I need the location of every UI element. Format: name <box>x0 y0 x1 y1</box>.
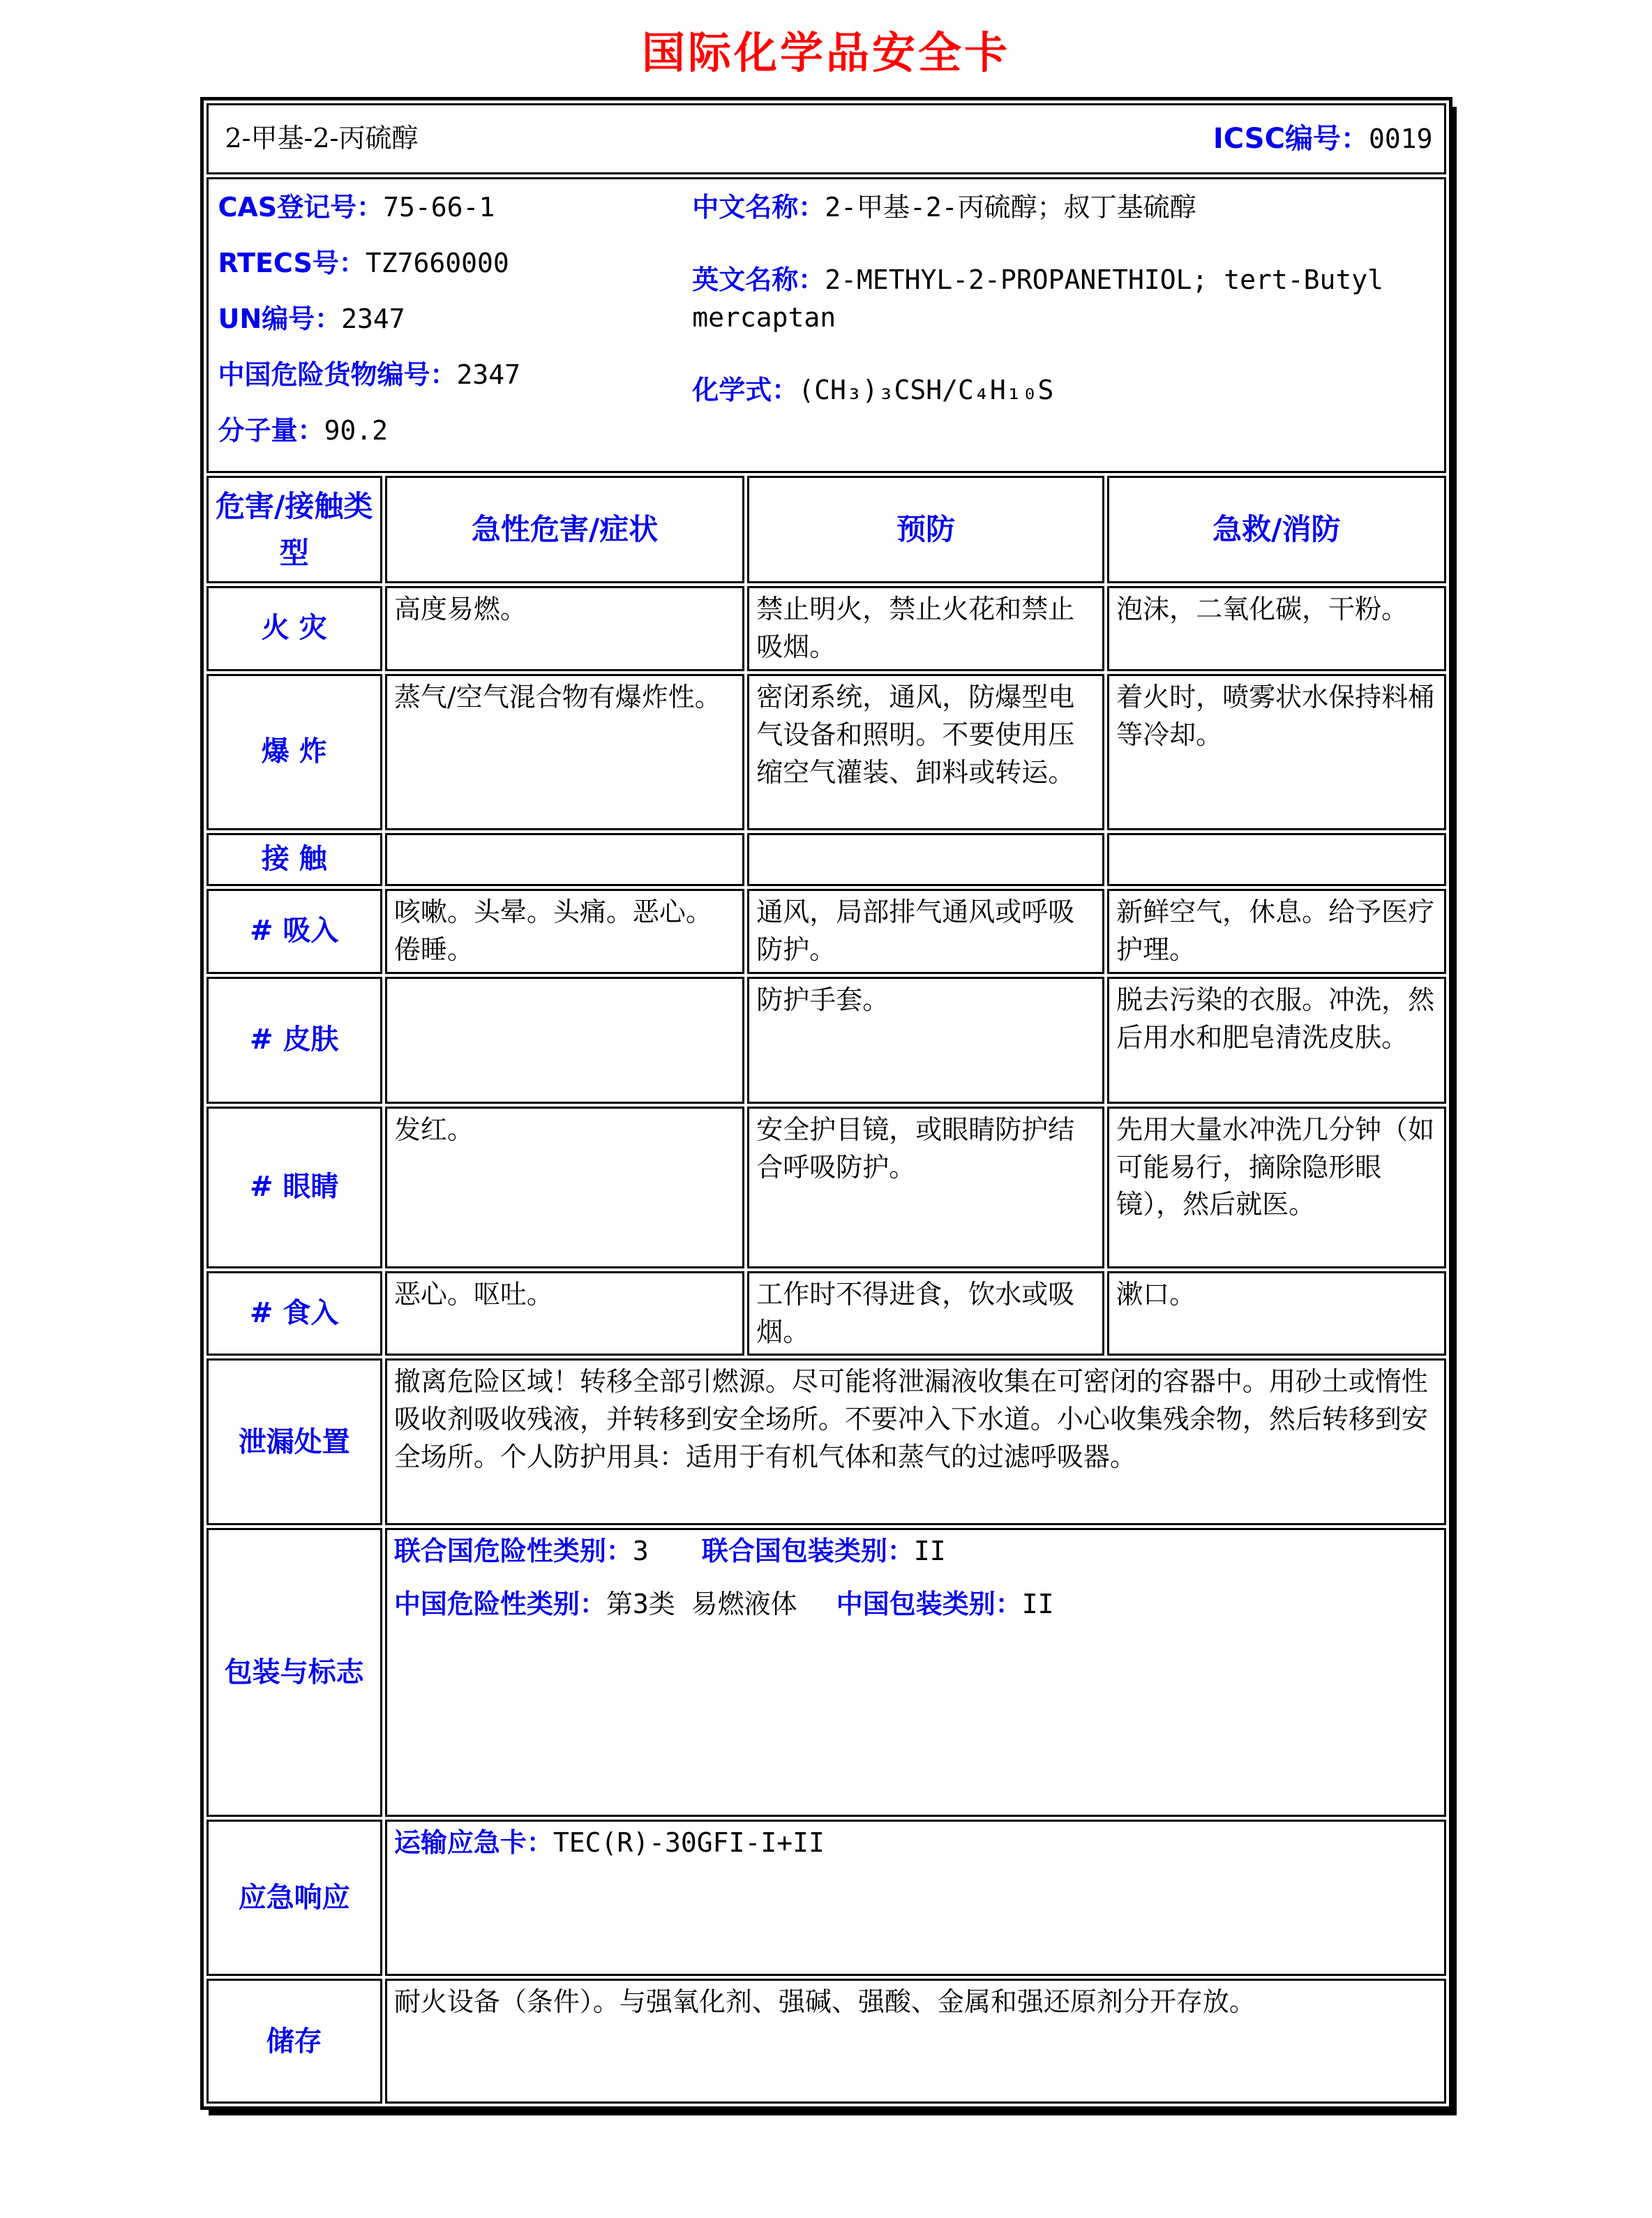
col-header-first-aid: 急救/消防 <box>1107 476 1446 583</box>
field-formula <box>692 372 1434 410</box>
cell-fire-symptoms: 高度易燃。 <box>385 586 744 671</box>
identifiers-right-column <box>692 189 1434 468</box>
cell-skin-response: 脱去污染的衣服。冲洗，然后用水和肥皂清洗皮肤。 <box>1107 977 1446 1104</box>
field-molweight-label: 分子量： <box>218 414 324 446</box>
cell-inhalation-response: 新鲜空气，休息。给予医疗护理。 <box>1107 889 1446 974</box>
cell-skin-prevention: 防护手套。 <box>747 977 1104 1104</box>
china-hazard-class-label: 中国危险性类别： <box>393 1589 606 1620</box>
cell-ingestion-symptoms: 恶心。呕吐。 <box>385 1271 744 1356</box>
field-formula-label: 化学式： <box>692 374 799 405</box>
china-hazard-class-value: 第3类 易燃液体 <box>606 1589 797 1620</box>
product-name: 2-甲基-2-丙硫醇 <box>225 123 419 154</box>
icsc-number-label: ICSC编号： <box>1212 122 1369 155</box>
row-skin <box>206 977 1446 1104</box>
cell-skin-symptoms <box>385 977 744 1104</box>
field-rtecs-label: RTECS号： <box>218 247 366 278</box>
row-packaging <box>206 1528 1446 1817</box>
field-formula-value: (CH₃)₃CSH/C₄H₁₀S <box>798 374 1054 405</box>
field-molweight-value: 90.2 <box>324 414 389 446</box>
icsc-number-value: 0019 <box>1368 123 1433 154</box>
col-header-hazard-type: 危害/接触类型 <box>206 476 382 583</box>
field-china-dg-value: 2347 <box>456 359 521 390</box>
field-molweight <box>218 412 693 450</box>
packaging-un-line <box>394 1533 1437 1571</box>
cell-spillage-text: 撤离危险区域！转移全部引燃源。尽可能将泄漏液收集在可密闭的容器中。用砂土或惰性吸收剂吸收残液，并转移到安全场所。不要冲入下水道。小心收集残余物，然后转移到安全场所。个人防护用具：适用于有机气体和蒸气的过滤呼吸器。 <box>385 1358 1446 1525</box>
row-inhalation <box>206 889 1446 974</box>
cell-fire-prevention: 禁止明火，禁止火花和禁止吸烟。 <box>747 586 1104 671</box>
field-rtecs-value: TZ7660000 <box>365 247 509 278</box>
transport-emergency-card-label: 运输应急卡： <box>393 1827 553 1859</box>
china-packing-group-value: II <box>1021 1589 1054 1620</box>
product-name-row <box>206 103 1446 174</box>
row-label-ingestion: # 食入 <box>206 1271 382 1356</box>
col-header-prevention: 预防 <box>747 476 1104 583</box>
page-title: 国际化学品安全卡 <box>641 27 1010 78</box>
cell-ingestion-prevention: 工作时不得进食，饮水或吸烟。 <box>747 1271 1104 1356</box>
product-name-cell <box>206 103 1446 174</box>
packaging-china-line <box>394 1586 1437 1624</box>
cell-eyes-prevention: 安全护目镜，或眼睛防护结合呼吸防护。 <box>747 1107 1104 1268</box>
un-packing-group-label: 联合国包装类别： <box>701 1536 914 1567</box>
field-cn-name <box>692 189 1434 227</box>
field-cas-label: CAS登记号： <box>218 192 384 223</box>
field-china-dg <box>218 357 693 394</box>
cell-contact-symptoms <box>385 833 744 886</box>
china-packing-group-label: 中国包装类别： <box>836 1589 1022 1620</box>
field-en-name-value: 2-METHYL-2-PROPANETHIOL; tert-Butyl mercaptan <box>692 264 1384 333</box>
un-packing-group-value: II <box>913 1536 946 1567</box>
field-un-value: 2347 <box>341 303 405 334</box>
row-label-emergency: 应急响应 <box>206 1820 382 1976</box>
row-label-contact: 接 触 <box>206 833 382 886</box>
field-en-name <box>692 262 1434 337</box>
field-rtecs <box>218 245 693 283</box>
row-label-eyes: # 眼睛 <box>206 1107 382 1268</box>
row-label-spillage: 泄漏处置 <box>206 1358 382 1525</box>
cell-inhalation-symptoms: 咳嗽。头晕。头痛。恶心。倦睡。 <box>385 889 744 974</box>
field-en-name-label: 英文名称： <box>692 264 825 295</box>
cell-contact-response <box>1107 833 1446 886</box>
cell-fire-response: 泡沫，二氧化碳，干粉。 <box>1107 586 1446 671</box>
field-cn-name-label: 中文名称： <box>692 192 825 223</box>
cell-explosion-response: 着火时，喷雾状水保持料桶等冷却。 <box>1107 674 1446 830</box>
cell-inhalation-prevention: 通风，局部排气通风或呼吸防护。 <box>747 889 1104 974</box>
hazard-header-row <box>206 476 1446 583</box>
row-spillage <box>206 1358 1446 1525</box>
safety-card-table <box>200 97 1452 2110</box>
identifiers-row <box>206 177 1446 473</box>
col-header-symptoms: 急性危害/症状 <box>385 476 744 583</box>
field-un-label: UN编号： <box>218 303 342 334</box>
cell-eyes-symptoms: 发红。 <box>385 1107 744 1268</box>
row-eyes <box>206 1107 1446 1268</box>
icsc-number <box>1213 119 1433 159</box>
field-cas <box>218 189 693 227</box>
field-cn-name-value: 2-甲基-2-丙硫醇；叔丁基硫醇 <box>825 192 1196 223</box>
cell-ingestion-response: 漱口。 <box>1107 1271 1446 1356</box>
field-cas-value: 75-66-1 <box>383 192 495 223</box>
cell-emergency-content <box>385 1820 1446 1976</box>
cell-explosion-prevention: 密闭系统，通风，防爆型电气设备和照明。不要使用压缩空气灌装、卸料或转运。 <box>747 674 1104 830</box>
field-un <box>218 301 693 338</box>
transport-emergency-card-value: TEC(R)-30GFI-I+II <box>553 1827 825 1859</box>
cell-packaging-content <box>385 1528 1446 1817</box>
row-fire <box>206 586 1446 671</box>
row-label-inhalation: # 吸入 <box>206 889 382 974</box>
row-contact <box>206 833 1446 886</box>
cell-contact-prevention <box>747 833 1104 886</box>
cell-explosion-symptoms: 蒸气/空气混合物有爆炸性。 <box>385 674 744 830</box>
row-label-explosion: 爆 炸 <box>206 674 382 830</box>
row-ingestion <box>206 1271 1446 1356</box>
identifiers-left-column <box>218 189 693 468</box>
cell-storage-text: 耐火设备（条件）。与强氧化剂、强碱、强酸、金属和强还原剂分开存放。 <box>385 1979 1446 2104</box>
field-china-dg-label: 中国危险货物编号： <box>218 359 457 390</box>
row-label-packaging: 包装与标志 <box>206 1528 382 1817</box>
row-emergency <box>206 1820 1446 1976</box>
row-label-storage: 储存 <box>206 1979 382 2104</box>
row-label-skin: # 皮肤 <box>206 977 382 1104</box>
un-hazard-class-value: 3 <box>632 1536 649 1567</box>
row-label-fire: 火 灾 <box>206 586 382 671</box>
cell-eyes-response: 先用大量水冲洗几分钟（如可能易行，摘除隐形眼镜），然后就医。 <box>1107 1107 1446 1268</box>
row-storage <box>206 1979 1446 2104</box>
un-hazard-class-label: 联合国危险性类别： <box>393 1536 633 1567</box>
row-explosion <box>206 674 1446 830</box>
identifiers-cell <box>206 177 1446 473</box>
